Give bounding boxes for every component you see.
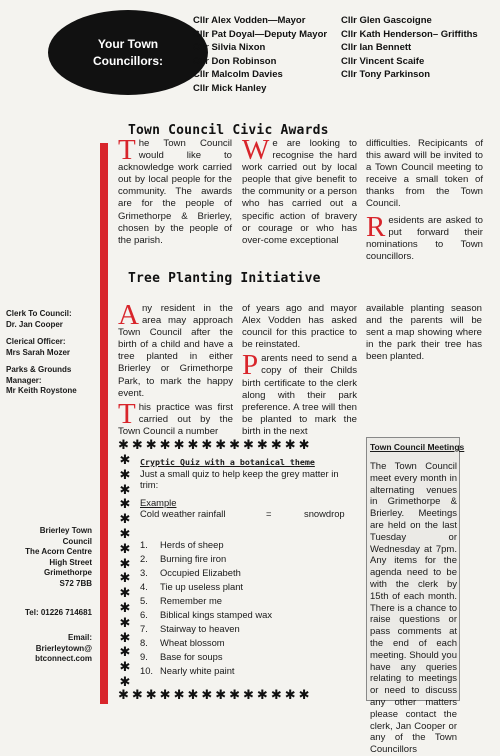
council-address — [6, 526, 92, 589]
email-line: btconnect.com — [35, 654, 92, 663]
quiz-item — [140, 665, 235, 676]
tree-col-1-text2: his practice was first carried out by the Town Council a number — [118, 401, 233, 437]
quiz-item — [140, 651, 223, 662]
councillor: Cllr Vincent Scaife — [341, 55, 425, 67]
address-line: S72 7BB — [59, 578, 92, 588]
councillor: Cllr Ian Bennett — [341, 42, 412, 54]
civic-col-3-text2: esidents are asked to put forward their nominations to Town councillors. — [366, 214, 483, 262]
quiz-item-clue: Herds of sheep — [160, 539, 224, 550]
quiz-item-clue: Stairway to heaven — [160, 623, 240, 634]
civic-col-2 — [242, 134, 357, 249]
quiz-item-clue: Occupied Elizabeth — [160, 567, 241, 578]
quiz-item-number: 2. — [140, 553, 148, 564]
tree-col-2-text2: arents need to send a copy of their Childs birth certificate to the clerk along with their park preference. A tree will then be planted to mark the birth in the next — [242, 353, 357, 437]
quiz-example-label: Example — [140, 497, 177, 508]
quiz-item — [140, 581, 243, 592]
red-margin-bar — [100, 143, 108, 704]
quiz-item-number: 6. — [140, 609, 148, 620]
address-line: Brierley Town — [39, 526, 92, 535]
quiz-item-number: 10. — [140, 665, 154, 676]
parks-name: Mr Keith Roystone — [6, 386, 77, 395]
quiz-title: Cryptic Quiz with a botanical theme — [140, 457, 315, 467]
tree-col-2-text: of years ago and mayor Alex Vodden has asked council for this practice to be reinstated. — [242, 303, 357, 351]
quiz-item-clue: Biblical kings stamped wax — [160, 609, 273, 620]
quiz-item-number: 3. — [140, 567, 148, 578]
drop-cap: P — [242, 349, 259, 382]
quiz-item-clue: Remember me — [160, 595, 222, 606]
quiz-item — [140, 609, 272, 620]
quiz-item-clue: Tie up useless plant — [160, 581, 244, 592]
meetings-text: The Town Council meet every month in alternating venues in Grimethorpe & Brierley. Meetings are held on the last Tuesday or Wednesday at 7pm. Any items for the agenda need to be with the clerk by 15th of each month. There is a chance to raise questions or pass comments at the end of each meeting. Should you have any queries relating to meetings or need to discuss any other matters please contact the clerk, Jan Cooper or any of the Town Councillors — [370, 461, 457, 756]
telephone: Tel: 01226 714681 — [24, 608, 92, 617]
quiz-item — [140, 623, 240, 634]
quiz-item-number: 8. — [140, 637, 148, 648]
clerk-name: Dr. Jan Cooper — [6, 319, 63, 329]
quiz-intro: Just a small quiz to help keep the grey matter in trim: — [140, 468, 339, 490]
heading-line-1: Your Town — [97, 36, 159, 51]
clerical-name: Mrs Sarah Mozer — [6, 347, 71, 357]
email-line: Brierleytown@ — [35, 643, 92, 653]
councillors-list-left — [193, 14, 327, 96]
clerical-info — [6, 337, 98, 358]
drop-cap: T — [118, 134, 136, 166]
councillor: Cllr Malcolm Davies — [193, 69, 283, 81]
email-info — [6, 633, 92, 665]
email-label: Email: — [67, 633, 92, 642]
parks-info — [6, 365, 98, 397]
star-border-top: ✱✱✱✱✱✱✱✱✱✱✱✱✱✱ — [118, 437, 313, 452]
quiz-item-clue: Nearly white paint — [160, 665, 235, 676]
councillors-heading-oval — [48, 10, 208, 95]
address-line: High Street — [49, 557, 92, 567]
quiz-item — [140, 595, 222, 606]
drop-cap: T — [118, 397, 136, 430]
civic-col-1 — [118, 134, 232, 249]
councillor: Cllr Don Robinson — [193, 55, 277, 67]
clerk-label: Clerk To Council: — [6, 309, 72, 318]
drop-cap: R — [366, 210, 386, 243]
address-line: Grimethorpe — [43, 568, 92, 577]
quiz-example-answer: snowdrop — [304, 508, 345, 519]
councillor: Cllr Pat Doyal—Deputy Mayor — [193, 28, 328, 40]
quiz-item-number: 9. — [140, 651, 148, 662]
cryptic-quiz-box — [118, 438, 355, 702]
quiz-item — [140, 567, 241, 578]
quiz-item — [140, 553, 226, 564]
civic-col-2-text: e are looking to recognise the hard work carried out by local people that give benefit to the community or a person who has carried out a specific action of bravery or courage or who has over-come exceptional — [242, 138, 357, 246]
star-border-left: ✱ ✱ ✱ ✱ ✱ ✱ ✱ ✱ ✱ ✱ ✱ ✱ ✱ ✱ ✱ ✱ — [119, 452, 131, 689]
parks-label: Parks & Grounds — [6, 365, 72, 374]
clerk-info — [6, 309, 98, 330]
tree-col-2 — [242, 303, 357, 440]
quiz-item-number: 4. — [140, 581, 148, 592]
councillors-list-right — [341, 14, 478, 82]
address-line: The Acorn Centre — [25, 547, 92, 556]
quiz-item-number: 5. — [140, 595, 148, 606]
councillor: Cllr Mick Hanley — [193, 82, 267, 94]
quiz-item-clue: Base for soups — [160, 651, 223, 662]
quiz-item-clue: Wheat blossom — [160, 637, 225, 648]
tree-col-1-text: ny resident in the area may approach Town Council after the birth of a child and have a tree planted in either Brierley or Grimethorpe Park, to mark the happy event. — [118, 303, 233, 399]
councillor: Cllr Kath Henderson– Griffiths — [341, 28, 478, 40]
parks-label: Manager: — [6, 375, 42, 385]
quiz-example-equals: = — [266, 508, 272, 519]
address-line: Council — [62, 536, 92, 546]
quiz-item-clue: Burning fire iron — [160, 553, 227, 564]
quiz-item-number: 7. — [140, 623, 148, 634]
councillor: Cllr Tony Parkinson — [341, 69, 431, 81]
star-border-bottom: ✱✱✱✱✱✱✱✱✱✱✱✱✱✱ — [118, 687, 313, 702]
tree-planting-title: Tree Planting Initiative — [128, 271, 321, 286]
quiz-example-clue: Cold weather rainfall — [140, 508, 226, 519]
quiz-item-number: 1. — [140, 539, 148, 550]
civic-col-3 — [366, 138, 483, 265]
civic-awards-title: Town Council Civic Awards — [128, 123, 329, 138]
meetings-title: Town Council Meetings — [370, 442, 465, 452]
quiz-item — [140, 637, 225, 648]
drop-cap: W — [242, 134, 270, 166]
civic-col-1-text: he Town Council would like to acknowledge work carried out by local people for the community. The awards are for the people of Grimethorpe & Brierley, chosen by the people of the parish. — [118, 138, 232, 246]
civic-col-3-text: difficulties. Recipicants of this award will be invited to a Town Council meeting to receive a small token of thanks from the Town Council. — [366, 138, 483, 210]
clerical-label: Clerical Officer: — [6, 337, 66, 346]
heading-line-2: Councillors: — [92, 53, 163, 68]
tree-col-1 — [118, 299, 233, 440]
councillor: Cllr Glen Gascoigne — [341, 15, 432, 26]
tree-col-3 — [366, 303, 482, 365]
drop-cap: A — [118, 299, 139, 331]
councillor: Cllr Alex Vodden—Mayor — [193, 15, 306, 26]
tree-col-3-text: available planting season and the parents will be sent a map showing where in the park their tree has been planted. — [366, 303, 482, 363]
councillor: Cllr Silvia Nixon — [193, 42, 266, 54]
quiz-item — [140, 539, 224, 550]
